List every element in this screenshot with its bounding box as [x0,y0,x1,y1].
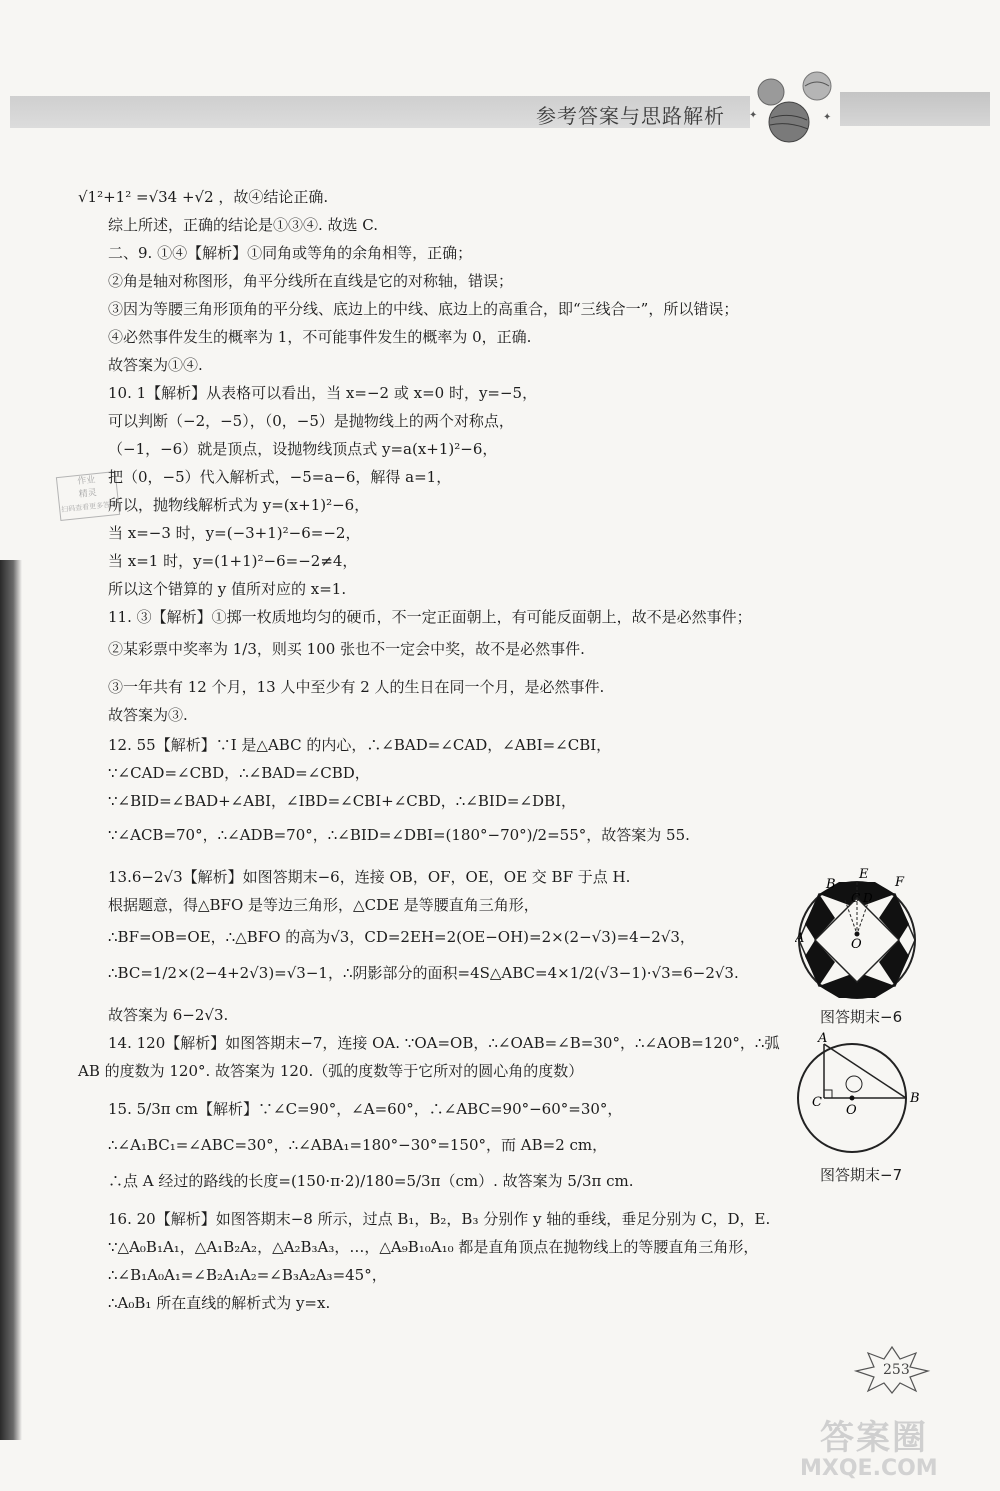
text-line: ③一年共有 12 个月，13 人中至少有 2 人的生日在同一个月，是必然事件. [108,678,605,696]
text-line: 14. 120【解析】如图答期末−7，连接 OA. ∵OA=OB，∴∠OAB=∠B=30°，∴∠AOB=120°，∴弧 [108,1034,780,1052]
text-line: 把（0，−5）代入解析式，−5=a−6，解得 a=1， [108,468,452,486]
text-line: ②角是轴对称图形，角平分线所在直线是它的对称轴，错误； [108,272,514,290]
figure-6-diagram [795,862,935,1012]
text-line: ∴点 A 经过的路线的长度=(150·π·2)/180=5/3π（cm）. 故答案为 5/3π cm. [108,1172,634,1190]
text-line: （−1，−6）就是顶点，设抛物线顶点式 y=a(x+1)²−6， [108,440,498,458]
watermark-url: MXQE.COM [800,1456,938,1481]
text-line: ②某彩票中奖率为 1/3，则买 100 张也不一定会中奖，故不是必然事件. [108,640,585,658]
text-line: ∵∠BID=∠BAD+∠ABI，∠IBD=∠CBI+∠CBD，∴∠BID=∠DBI， [108,792,576,810]
watermark-logo: 答案圈 [820,1418,928,1458]
text-line: 综上所述，正确的结论是①③④. 故选 C. [108,216,379,234]
text-line: ∴A₀B₁ 所在直线的解析式为 y=x. [108,1294,331,1312]
text-line: 根据题意，得△BFO 是等边三角形，△CDE 是等腰直角三角形， [108,896,539,914]
planets-decoration-icon [745,70,840,150]
text-line: 所以，抛物线解析式为 y=(x+1)²−6， [108,496,370,514]
text-line: ∴BF=OB=OE，∴△BFO 的高为√3，CD=2EH=2(OE−OH)=2×(2−√3)=4−2√3， [108,928,695,946]
page-number: 253 [883,1362,910,1378]
svg-text:✦: ✦ [749,110,758,121]
text-line: 所以这个错算的 y 值所对应的 x=1. [108,580,347,598]
figure-7-diagram [790,1030,935,1160]
text-line: ∴∠B₁A₀A₁=∠B₂A₁A₂=∠B₃A₂A₃=45°， [108,1266,387,1284]
text-line: 当 x=−3 时，y=(−3+1)²−6=−2， [108,524,361,542]
stamp-line: 扫码查看更多答案 [60,500,118,514]
header-band-right [840,92,990,126]
fig7-label-o: O [846,1103,857,1118]
text-line: 10. 1【解析】从表格可以看出，当 x=−2 或 x=0 时，y=−5， [108,384,538,402]
text-line: ③因为等腰三角形顶角的平分线、底边上的中线、底边上的高重合，即“三线合一”，所以错误； [108,300,739,318]
text-line: 二、9. ①④【解析】①同角或等角的余角相等，正确； [108,244,473,262]
svg-text:✦: ✦ [823,112,832,123]
fig6-label-b: B [826,877,836,892]
scan-edge-shadow [0,560,22,1440]
fig7-label-b: B [910,1091,920,1106]
text-line: √1²+1² =√34 +√2 ，故④结论正确. [78,188,329,206]
text-line: ∵△A₀B₁A₁，△A₁B₂A₂，△A₂B₃A₃，…，△A₉B₁₀A₁₀ 都是直角顶点在抛物线上的等腰直角三角形， [108,1238,759,1256]
figure-7-caption: 图答期末−7 [820,1166,903,1184]
text-line: 故答案为③. [108,706,188,724]
page-header-title: 参考答案与思路解析 [536,104,725,128]
text-line: 故答案为 6−2√3. [108,1006,229,1024]
text-line: ∵∠CAD=∠CBD，∴∠BAD=∠CBD， [108,764,370,782]
text-line: 11. ③【解析】①掷一枚质地均匀的硬币，不一定正面朝上，有可能反面朝上，故不是必然事件； [108,608,752,626]
text-line: 13.6−2√3【解析】如图答期末−6，连接 OB，OF，OE，OE 交 BF 于点 H. [108,868,631,886]
text-line: 15. 5/3π cm【解析】∵∠C=90°，∠A=60°，∴∠ABC=90°−60°=30°， [108,1100,623,1118]
text-line: 16. 20【解析】如图答期末−8 所示，过点 B₁，B₂，B₃ 分别作 y 轴的垂线，垂足分别为 C，D，E. [108,1210,771,1228]
fig7-label-a: A [818,1031,828,1046]
stamp-line: 精灵 [78,488,98,500]
stamp-line: 作业 [76,475,96,487]
text-line: AB 的度数为 120°. 故答案为 120.（弧的度数等于它所对的圆心角的度数） [78,1062,584,1080]
fig7-label-c: C [812,1095,822,1110]
text-line: ∵∠ACB=70°，∴∠ADB=70°，∴∠BID=∠DBI=(180°−70°)/2=55°，故答案为 55. [108,826,690,844]
fig6-label-d: D [863,891,873,905]
text-line: ∴BC=1/2×(2−4+2√3)=√3−1，∴阴影部分的面积=4S△ABC=4×1/2(√3−1)·√3=6−2√3. [108,964,739,982]
text-line: 可以判断（−2，−5），（0，−5）是抛物线上的两个对称点， [108,412,514,430]
figure-6-caption: 图答期末−6 [820,1008,903,1026]
text-line: 当 x=1 时，y=(1+1)²−6=−2≠4， [108,552,358,570]
fig6-label-c: C [851,891,861,905]
text-line: 12. 55【解析】∵I 是△ABC 的内心，∴∠BAD=∠CAD，∠ABI=∠CBI， [108,736,612,754]
fig6-label-a: A [795,931,805,946]
fig6-label-e: E [859,867,869,882]
text-line: ④必然事件发生的概率为 1，不可能事件发生的概率为 0，正确. [108,328,532,346]
fig6-label-o: O [851,937,862,952]
text-line: 故答案为①④. [108,356,203,374]
text-line: ∴∠A₁BC₁=∠ABC=30°，∴∠ABA₁=180°−30°=150°，而 AB=2 cm， [108,1136,608,1154]
fig6-label-f: F [895,875,905,890]
